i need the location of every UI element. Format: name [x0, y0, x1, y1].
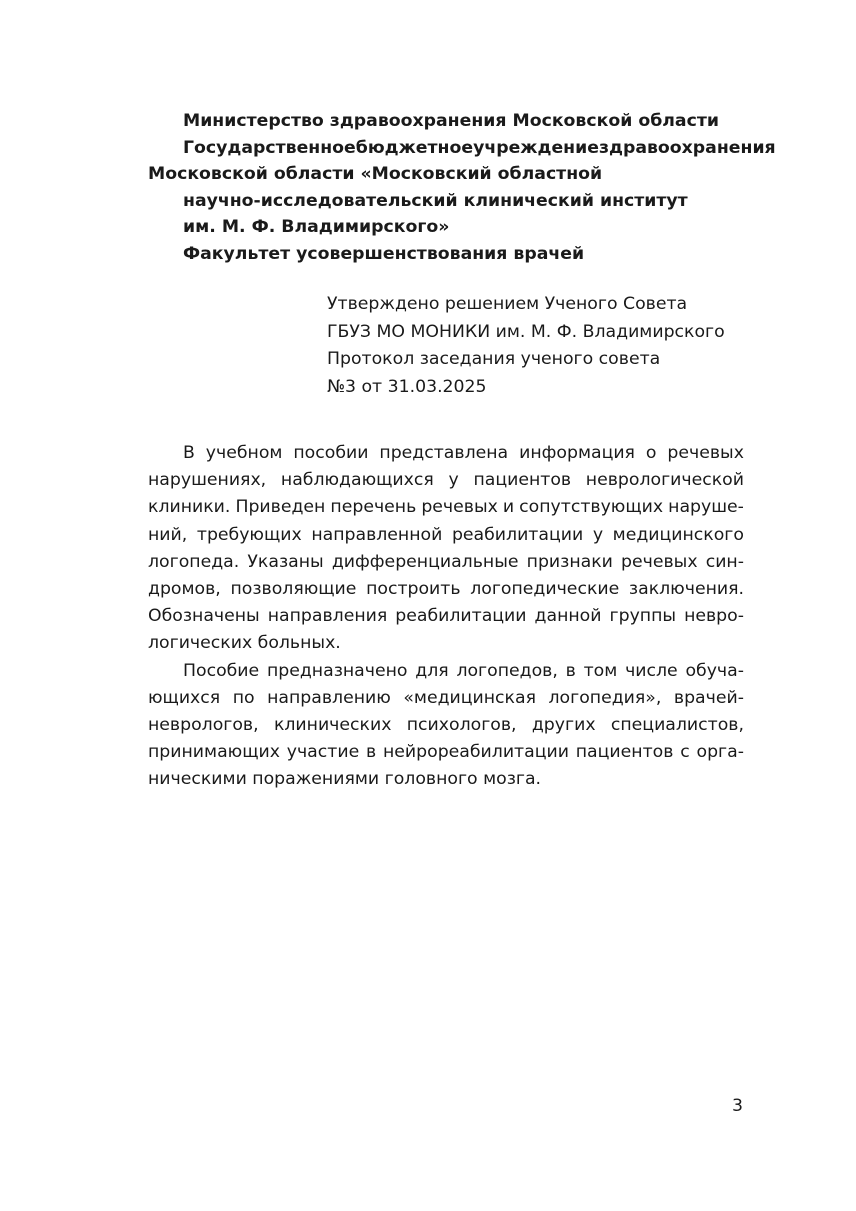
text-line: Пособие предназначено для логопедов, в том числе обуча-: [183, 660, 744, 681]
page-number: 3: [732, 1096, 743, 1116]
paragraph-2: [148, 658, 744, 794]
approval-block: [327, 291, 747, 401]
text-line: логических больных.: [148, 633, 341, 654]
ministry-name: Министерство здравоохранения Московской области: [183, 111, 719, 131]
institution-name-line-4: им. М. Ф. Владимирского»: [183, 217, 450, 237]
text-line: В учебном пособии представлена информация о речевых: [183, 443, 744, 463]
institution-name-line-2: Московской области «Московский областной: [148, 164, 603, 184]
faculty-name: Факультет усовершенствования врачей: [183, 243, 585, 264]
approval-line-3: Протокол заседания ученого совета: [327, 349, 661, 369]
text-line: ющихся по направлению «медицинская логопедия», врачей-: [148, 687, 744, 708]
text-line: ническими поражениями головного мозга.: [148, 769, 542, 790]
text-line: ний, требующих направленной реабилитации у медицинского: [148, 524, 744, 545]
approval-line-4: №3 от 31.03.2025: [327, 376, 487, 397]
text-line: принимающих участие в нейрореабилитации пациентов с орга-: [148, 742, 744, 763]
approval-line-1: Утверждено решением Ученого Совета: [327, 294, 688, 314]
institution-name-line-1: Государственное бюджетное учреждение здравоохранения: [183, 137, 776, 158]
paragraph-1: [148, 440, 744, 658]
text-line: Обозначены направления реабилитации данной группы невро-: [148, 606, 744, 627]
institution-name-line-3: научно-исследовательский клинический институт: [183, 190, 688, 211]
text-line: неврологов, клинических психологов, других специалистов,: [148, 715, 744, 736]
text-line: дромов, позволяющие построить логопедические заключения.: [148, 579, 744, 600]
text-line: нарушениях, наблюдающихся у пациентов неврологической: [148, 470, 744, 491]
institution-header: [148, 108, 776, 267]
text-line: клиники. Приведен перечень речевых и сопутствующих наруше-: [148, 497, 744, 518]
abstract-text: [148, 440, 744, 794]
text-line: логопеда. Указаны дифференциальные признаки речевых син-: [148, 551, 744, 572]
approval-line-2: ГБУЗ МО МОНИКИ им. М. Ф. Владимирского: [327, 321, 725, 342]
